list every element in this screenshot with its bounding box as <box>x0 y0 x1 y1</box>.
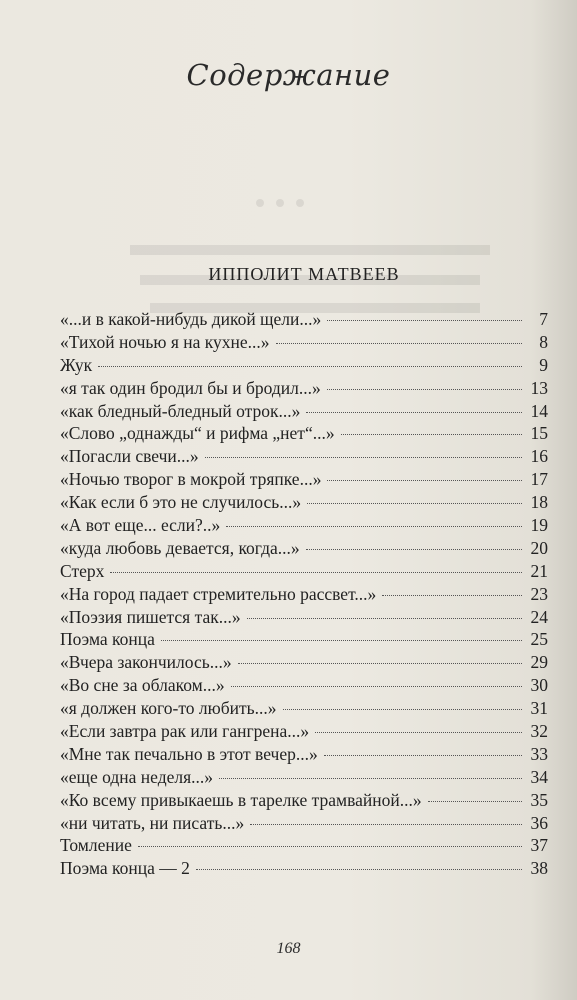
toc-entry-title: «Ко всему привыкаешь в тарелке трамвайной...» <box>60 789 422 810</box>
toc-entry-page: 21 <box>530 560 548 581</box>
section-heading: ИППОЛИТ МАТВЕЕВ <box>208 264 400 284</box>
toc-entry-page: 15 <box>530 423 548 444</box>
table-of-contents <box>60 309 548 881</box>
dot-leader <box>283 709 522 710</box>
toc-entry-page: 38 <box>530 858 548 879</box>
page-title: Содержание <box>186 58 391 92</box>
toc-entry <box>60 378 548 401</box>
toc-entry <box>60 423 548 446</box>
toc-entry-page: 37 <box>530 835 548 856</box>
dot-leader <box>161 640 522 641</box>
toc-entry-title: Поэма конца — 2 <box>60 858 190 879</box>
toc-entry-title: «я должен кого-то любить...» <box>60 698 277 719</box>
toc-entry-page: 31 <box>530 698 548 719</box>
dot-leader <box>110 572 522 573</box>
toc-entry <box>60 446 548 469</box>
toc-entry-title: «я так один бродил бы и бродил...» <box>60 377 321 398</box>
toc-entry-page: 20 <box>530 537 548 558</box>
dot-leader <box>205 457 522 458</box>
dot-leader <box>226 526 522 527</box>
page-number: 168 <box>276 940 301 957</box>
toc-entry <box>60 515 548 538</box>
dot-leader <box>306 549 522 550</box>
toc-entry <box>60 355 548 378</box>
toc-entry-page: 8 <box>539 331 548 352</box>
toc-entry-page: 32 <box>530 721 548 742</box>
toc-entry-page: 17 <box>530 469 548 490</box>
toc-entry-page: 14 <box>530 400 548 421</box>
toc-entry-title: «Как если б это не случилось...» <box>60 492 302 513</box>
toc-entry-page: 36 <box>530 812 548 833</box>
toc-entry <box>60 309 548 332</box>
dot-leader <box>341 434 522 435</box>
toc-entry-page: 33 <box>530 743 548 764</box>
dot-leader <box>238 663 522 664</box>
toc-entry-page: 29 <box>530 652 548 673</box>
toc-entry <box>60 721 548 744</box>
toc-entry-title: «А вот еще... если?..» <box>60 515 221 536</box>
toc-entry <box>60 835 548 858</box>
toc-entry <box>60 584 548 607</box>
toc-entry-page: 9 <box>539 354 548 375</box>
dot-leader <box>327 320 522 321</box>
dot-leader <box>250 824 522 825</box>
dot-leader <box>307 503 522 504</box>
toc-entry-title: «ни читать, ни писать...» <box>60 812 245 833</box>
toc-entry-page: 16 <box>530 446 548 467</box>
dot-leader <box>219 778 522 779</box>
dot-leader <box>306 412 522 413</box>
toc-entry-title: «еще одна неделя...» <box>60 766 214 787</box>
toc-entry <box>60 744 548 767</box>
toc-entry <box>60 790 548 813</box>
dot-leader <box>324 755 522 756</box>
toc-entry-title: «Поэзия пишется так...» <box>60 606 241 627</box>
toc-entry <box>60 607 548 630</box>
toc-entry-page: 24 <box>530 606 548 627</box>
toc-entry <box>60 561 548 584</box>
toc-entry-page: 25 <box>530 629 548 650</box>
dot-leader <box>382 595 522 596</box>
toc-entry <box>60 698 548 721</box>
toc-entry <box>60 675 548 698</box>
toc-entry <box>60 629 548 652</box>
toc-entry <box>60 332 548 355</box>
toc-entry-page: 13 <box>530 377 548 398</box>
dot-leader <box>196 869 522 870</box>
toc-entry-title: «Мне так печально в этот вечер...» <box>60 743 318 764</box>
dot-leader <box>98 366 522 367</box>
toc-entry-page: 34 <box>530 766 548 787</box>
toc-entry <box>60 492 548 515</box>
toc-entry <box>60 652 548 675</box>
toc-entry-page: 19 <box>530 515 548 536</box>
dot-leader <box>276 343 522 344</box>
toc-entry <box>60 538 548 561</box>
toc-entry-title: Стерх <box>60 560 105 581</box>
toc-entry <box>60 401 548 424</box>
toc-entry <box>60 813 548 836</box>
dot-leader <box>231 686 522 687</box>
toc-entry-title: «Тихой ночью я на кухне...» <box>60 331 270 352</box>
toc-entry <box>60 858 548 881</box>
dot-leader <box>327 389 522 390</box>
toc-entry-page: 7 <box>539 309 548 329</box>
toc-entry-page: 23 <box>530 583 548 604</box>
toc-entry-page: 35 <box>530 789 548 810</box>
dot-leader <box>138 846 522 847</box>
toc-entry-title: «Ночью творог в мокрой тряпке...» <box>60 469 322 490</box>
toc-entry <box>60 469 548 492</box>
toc-entry-page: 18 <box>530 492 548 513</box>
toc-entry <box>60 767 548 790</box>
toc-entry-title: «На город падает стремительно рассвет...» <box>60 583 377 604</box>
toc-entry-title: «Погасли свечи...» <box>60 446 199 467</box>
dot-leader <box>428 801 522 802</box>
dot-leader <box>327 480 522 481</box>
toc-entry-title: «Во сне за облаком...» <box>60 675 225 696</box>
toc-entry-title: «Вчера закончилось...» <box>60 652 232 673</box>
toc-entry-page: 30 <box>530 675 548 696</box>
toc-entry-title: Томление <box>60 835 132 856</box>
toc-entry-title: «Слово „однажды“ и рифма „нет“...» <box>60 423 335 444</box>
dot-leader <box>247 618 522 619</box>
toc-entry-title: «куда любовь девается, когда...» <box>60 537 300 558</box>
dot-leader <box>315 732 522 733</box>
toc-entry-title: Жук <box>60 354 93 375</box>
toc-entry-title: «как бледный-бледный отрок...» <box>60 400 301 421</box>
toc-entry-title: «Если завтра рак или гангрена...» <box>60 721 310 742</box>
toc-entry-title: Поэма конца <box>60 629 155 650</box>
toc-entry-title: «...и в какой-нибудь дикой щели...» <box>60 309 322 329</box>
